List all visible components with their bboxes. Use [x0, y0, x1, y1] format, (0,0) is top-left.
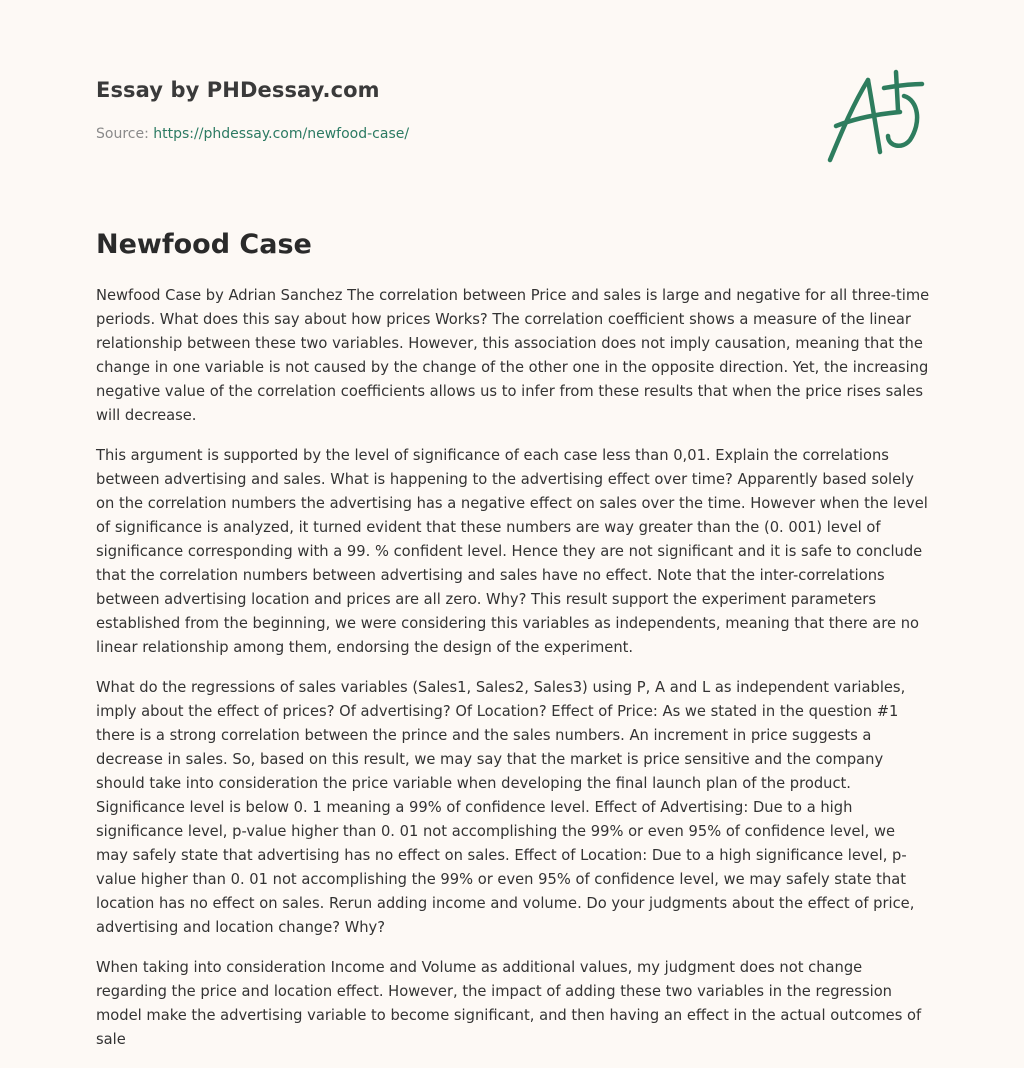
- essay-paragraph: This argument is supported by the level of significance of each case less than 0,01. Explain the correlations between advertising and sales. What is happening to the advertising effect over time? Apparently based solely on the correlation numbers the advertising has a negative effect on sales over the time. However when the level of significance is analyzed, it turned evident that these numbers are way greater than the (0. 001) level of significance corresponding with a 99. % confident level. Hence they are not significant and it is safe to conclude that the correlation numbers between advertising and sales have no effect. Note that the inter-correlations between advertising location and prices are all zero. Why? This result support the experiment parameters established from the beginning, we were considering this variables as independents, meaning that there are no linear relationship among them, endorsing the design of the experiment.: [96, 447, 928, 656]
- source-link[interactable]: https://phdessay.com/newfood-case/: [153, 126, 410, 142]
- site-brand: Essay by PHDessay.com: [96, 78, 380, 102]
- essay-paragraph: What do the regressions of sales variables (Sales1, Sales2, Sales3) using P, A and L as independent variables, imply about the effect of prices? Of advertising? Of Location? Effect of Price: As we stated in the question #1 there is a strong correlation between the prince and the sales numbers. An increment in price suggests a decrease in sales. So, based on this result, we may say that the market is price sensitive and the company should take into consideration the price variable when developing the final launch plan of the product. Significance level is below 0. 1 meaning a 99% of confidence level. Effect of Advertising: Due to a high significance level, p-value higher than 0. 01 not accomplishing the 99% or even 95% of confidence level, we may safely state that advertising has no effect on sales. Effect of Location: Due to a high significance level, p-value higher than 0. 01 not accomplishing the 99% or even 95% of confidence level, we may safely state that location has no effect on sales. Rerun adding income and volume. Do your judgments about the effect of price, advertising and location change? Why?: [96, 679, 915, 936]
- essay-paragraph: Newfood Case by Adrian Sanchez The correlation between Price and sales is large and negative for all three-time periods. What does this say about how prices Works? The correlation coefficient shows a measure of the linear relationship between these two variables. However, this association does not imply causation, meaning that the change in one variable is not caused by the change of the other one in the opposite direction. Yet, the increasing negative value of the correlation coefficients allows us to infer from these results that when the price rises sales will decrease.: [96, 287, 930, 424]
- a-plus-logo-icon: [822, 66, 932, 166]
- essay-body: [96, 284, 930, 1068]
- page-header: [96, 74, 856, 144]
- source-label: Source:: [96, 126, 149, 142]
- essay-title: Newfood Case: [96, 229, 312, 260]
- essay-paragraph: When taking into consideration Income and Volume as additional values, my judgment does not change regarding the price and location effect. However, the impact of adding these two variables in the regression model make the advertising variable to become significant, and then having an effect in the actual outcomes of sale: [96, 959, 922, 1048]
- source-line: [96, 124, 856, 144]
